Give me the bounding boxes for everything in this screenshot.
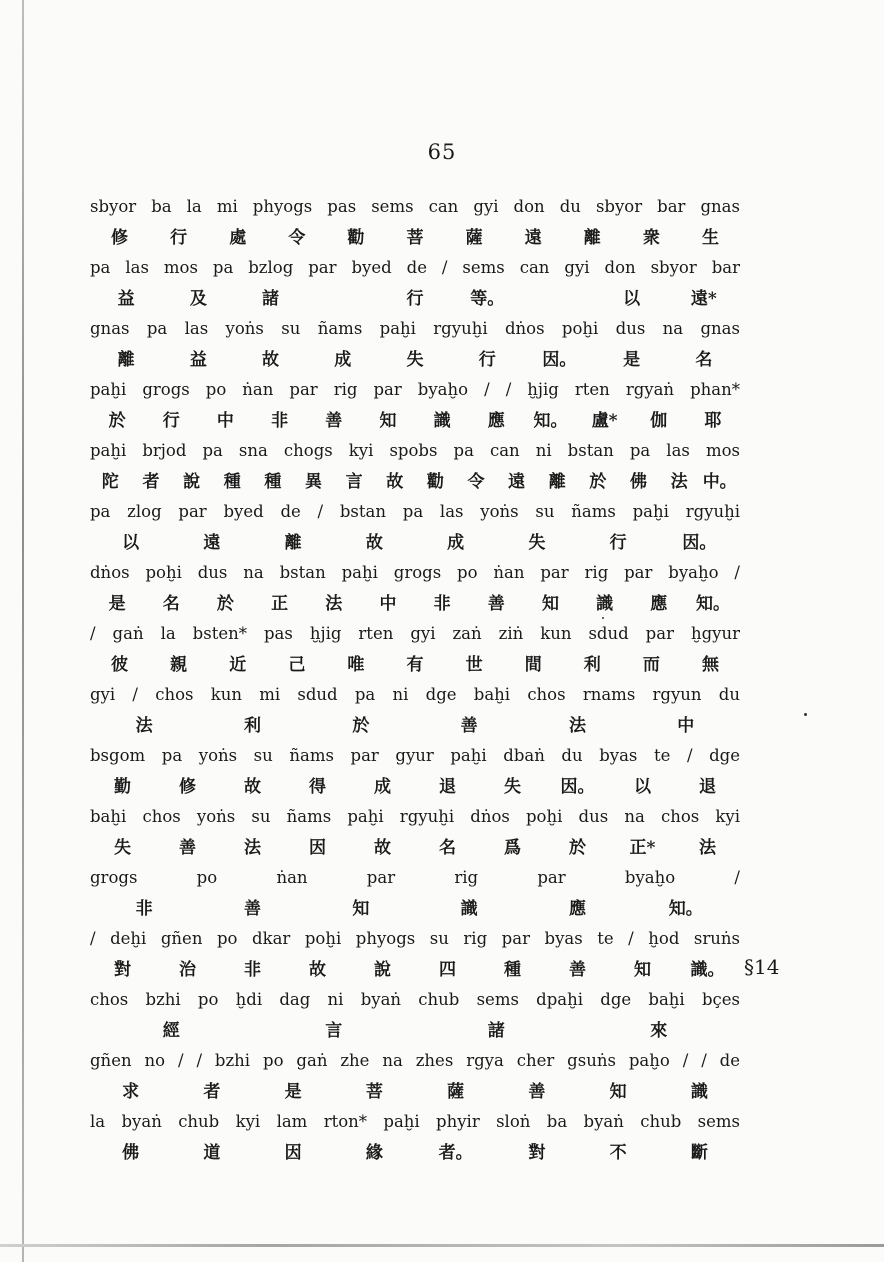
chinese-char: 以 bbox=[623, 288, 641, 309]
page-number: 65 bbox=[427, 140, 457, 164]
chinese-char: 近 bbox=[229, 654, 247, 675]
chinese-line bbox=[90, 711, 740, 742]
chinese-char: 伽 bbox=[650, 410, 668, 431]
chinese-char: 非 bbox=[135, 898, 153, 919]
chinese-char: 法 bbox=[135, 715, 153, 736]
chinese-char: 法 bbox=[568, 715, 586, 736]
chinese-char: 道 bbox=[203, 1142, 221, 1163]
chinese-char: 法 bbox=[325, 593, 343, 614]
chinese-char: 說 bbox=[374, 959, 391, 980]
tibetan-line: dṅos poḫi dus na bstan paḫi grogs po ṅan par rig par byaḫo / bbox=[90, 563, 740, 582]
chinese-char: 於 bbox=[352, 715, 370, 736]
chinese-char: 及 bbox=[189, 288, 207, 309]
chinese-char: 有 bbox=[406, 654, 424, 675]
tibetan-line: paḫi brjod pa sna chogs kyi spobs pa can ni bstan pa las mos bbox=[90, 441, 740, 460]
chinese-char: 應 bbox=[487, 410, 505, 431]
chinese-char: 種 bbox=[504, 959, 521, 980]
chinese-line bbox=[90, 223, 740, 254]
chinese-char: 修 bbox=[111, 227, 129, 248]
chinese-char: 間 bbox=[524, 654, 542, 675]
tibetan-line: la byaṅ chub kyi lam rton* paḫi phyir sloṅ ba byaṅ chub sems bbox=[90, 1112, 740, 1131]
chinese-char: 以 bbox=[634, 776, 651, 797]
chinese-char: 因。 bbox=[682, 532, 717, 553]
tibetan-line: / deḫi gñen po dkar poḫi phyogs su rig par byas te / ḫod sruṅs bbox=[90, 929, 740, 948]
chinese-char: 佛 bbox=[122, 1142, 140, 1163]
tibetan-line: / gaṅ la bsten* pas ḫjig rten gyi zaṅ ziṅ kun sdud par ḫgyur bbox=[90, 624, 740, 643]
chinese-char: 因 bbox=[284, 1142, 302, 1163]
chinese-char: 等。 bbox=[470, 288, 505, 309]
chinese-char: 遠 bbox=[508, 471, 526, 492]
chinese-char: 菩 bbox=[365, 1081, 383, 1102]
tibetan-line: pa las mos pa bzlog par byed de / sems can gyi don sbyor bar bbox=[90, 258, 740, 277]
chinese-char: 善 bbox=[243, 898, 261, 919]
chinese-char: 言 bbox=[325, 1020, 343, 1041]
chinese-char: 諸 bbox=[262, 288, 280, 309]
chinese-char: 者 bbox=[142, 471, 160, 492]
chinese-char: 菩 bbox=[406, 227, 424, 248]
chinese-char: 己 bbox=[288, 654, 306, 675]
chinese-char: 遠 bbox=[203, 532, 221, 553]
chinese-char: 對 bbox=[528, 1142, 546, 1163]
chinese-line bbox=[90, 1016, 740, 1047]
chinese-char: 非 bbox=[244, 959, 261, 980]
chinese-char: 世 bbox=[465, 654, 483, 675]
chinese-char: 勤 bbox=[114, 776, 131, 797]
scan-bottom-edge bbox=[0, 1244, 884, 1247]
chinese-char: 故 bbox=[365, 532, 383, 553]
chinese-char: 退 bbox=[439, 776, 456, 797]
chinese-char: 識 bbox=[690, 1081, 708, 1102]
chinese-char: 於 bbox=[569, 837, 586, 858]
chinese-char: 離 bbox=[284, 532, 302, 553]
ink-speck bbox=[804, 713, 807, 716]
binding-edge bbox=[22, 0, 24, 1262]
chinese-line bbox=[90, 528, 740, 559]
chinese-char: 失 bbox=[528, 532, 546, 553]
chinese-char: 名 bbox=[695, 349, 713, 370]
chinese-char: 善 bbox=[569, 959, 586, 980]
chinese-char: 識 bbox=[433, 410, 451, 431]
tibetan-line: gñen no / / bzhi po gaṅ zhe na zhes rgya cher gsuṅs paḫo / / de bbox=[90, 1051, 740, 1070]
chinese-char: 來 bbox=[650, 1020, 668, 1041]
chinese-char: 法 bbox=[699, 837, 716, 858]
chinese-char: 中 bbox=[216, 410, 234, 431]
chinese-char: 處 bbox=[229, 227, 247, 248]
chinese-char: 親 bbox=[170, 654, 188, 675]
chinese-line bbox=[90, 345, 740, 376]
tibetan-line: chos bzhi po ḫdi dag ni byaṅ chub sems dpaḫi dge baḫi bçes bbox=[90, 990, 740, 1009]
chinese-char: 故 bbox=[386, 471, 404, 492]
chinese-char: 得 bbox=[309, 776, 326, 797]
chinese-char: 盧* bbox=[591, 410, 618, 431]
chinese-char: 退 bbox=[699, 776, 716, 797]
chinese-char: 者。 bbox=[438, 1142, 473, 1163]
chinese-char: 知 bbox=[609, 1081, 627, 1102]
tibetan-line: sbyor ba la mi phyogs pas sems can gyi don du sbyor bar gnas bbox=[90, 197, 740, 216]
chinese-char: 失 bbox=[406, 349, 424, 370]
chinese-char: 而 bbox=[642, 654, 660, 675]
chinese-char: 種 bbox=[264, 471, 282, 492]
chinese-char: 治 bbox=[179, 959, 196, 980]
chinese-char: 者 bbox=[203, 1081, 221, 1102]
chinese-char: 行 bbox=[609, 532, 627, 553]
chinese-line bbox=[90, 1077, 740, 1108]
chinese-char: 名 bbox=[162, 593, 180, 614]
chinese-char: 失 bbox=[504, 776, 521, 797]
chinese-char: 成 bbox=[374, 776, 391, 797]
chinese-line bbox=[90, 467, 740, 498]
chinese-char: 利 bbox=[583, 654, 601, 675]
chinese-char: 令 bbox=[288, 227, 306, 248]
chinese-char: 行 bbox=[170, 227, 188, 248]
chinese-char: 名 bbox=[439, 837, 456, 858]
chinese-char: 生 bbox=[701, 227, 719, 248]
tibetan-line: gnas pa las yoṅs su ñams paḫi rgyuḫi dṅos poḫi dus na gnas bbox=[90, 319, 740, 338]
chinese-char: 佛 bbox=[629, 471, 647, 492]
chinese-char: 失 bbox=[114, 837, 131, 858]
chinese-char: 利 bbox=[243, 715, 261, 736]
chinese-char: 知。 bbox=[533, 410, 568, 431]
chinese-char: 彼 bbox=[111, 654, 129, 675]
chinese-char: 斷 bbox=[690, 1142, 708, 1163]
chinese-char bbox=[307, 284, 379, 315]
chinese-line bbox=[90, 284, 740, 315]
chinese-char: 知 bbox=[379, 410, 397, 431]
chinese-char: 知 bbox=[541, 593, 559, 614]
chinese-char: 法 bbox=[670, 471, 688, 492]
chinese-char: 行 bbox=[478, 349, 496, 370]
chinese-char: 因。 bbox=[560, 776, 595, 797]
chinese-char: 法 bbox=[244, 837, 261, 858]
chinese-char: 正 bbox=[271, 593, 289, 614]
chinese-char: 遠* bbox=[690, 288, 717, 309]
chinese-char: 善 bbox=[179, 837, 196, 858]
chinese-char: 陀 bbox=[101, 471, 119, 492]
chinese-char: 應 bbox=[568, 898, 586, 919]
chinese-char: 遠 bbox=[524, 227, 542, 248]
chinese-char: 對 bbox=[114, 959, 131, 980]
tibetan-line: paḫi grogs po ṅan par rig par byaḫo / / ḫjig rten rgyaṅ phan* bbox=[90, 380, 740, 399]
chinese-char: 異 bbox=[304, 471, 322, 492]
chinese-char: 於 bbox=[108, 410, 126, 431]
chinese-char: 知。 bbox=[668, 898, 703, 919]
chinese-char: 衆 bbox=[642, 227, 660, 248]
chinese-char: 非 bbox=[433, 593, 451, 614]
chinese-line bbox=[90, 955, 740, 986]
chinese-char: 種 bbox=[223, 471, 241, 492]
chinese-char: 於 bbox=[589, 471, 607, 492]
chinese-char: 成 bbox=[334, 349, 352, 370]
chinese-char: 知。 bbox=[695, 593, 730, 614]
chinese-char: 應 bbox=[650, 593, 668, 614]
chinese-char: 因 bbox=[309, 837, 326, 858]
chinese-line bbox=[90, 1138, 740, 1169]
chinese-char: 經 bbox=[162, 1020, 180, 1041]
chinese-char: 是 bbox=[108, 593, 126, 614]
chinese-char: 成 bbox=[447, 532, 465, 553]
chinese-char: 離 bbox=[583, 227, 601, 248]
chinese-char: 善 bbox=[325, 410, 343, 431]
chinese-char: 求 bbox=[122, 1081, 140, 1102]
chinese-char: 勸 bbox=[347, 227, 365, 248]
chinese-char: 知 bbox=[352, 898, 370, 919]
chinese-char: 行 bbox=[162, 410, 180, 431]
chinese-char: 善 bbox=[460, 715, 478, 736]
tibetan-line: pa zlog par byed de / bstan pa las yoṅs su ñams paḫi rgyuḫi bbox=[90, 502, 740, 521]
chinese-char: 非 bbox=[271, 410, 289, 431]
chinese-char: 耶 bbox=[704, 410, 722, 431]
chinese-char: 說 bbox=[183, 471, 201, 492]
chinese-char: 故 bbox=[374, 837, 391, 858]
tibetan-line: grogs po ṅan par rig par byaḫo / bbox=[90, 868, 740, 887]
text-block bbox=[90, 192, 740, 1168]
chinese-char: 離 bbox=[117, 349, 135, 370]
section-mark: §14 bbox=[744, 955, 780, 979]
chinese-char: 言 bbox=[345, 471, 363, 492]
chinese-char: 識 bbox=[596, 593, 614, 614]
chinese-char: 以 bbox=[122, 532, 140, 553]
chinese-char: 爲 bbox=[504, 837, 521, 858]
chinese-char: 故 bbox=[309, 959, 326, 980]
chinese-char: 於 bbox=[216, 593, 234, 614]
chinese-char: 令 bbox=[467, 471, 485, 492]
chinese-line bbox=[90, 589, 740, 620]
chinese-char: 四 bbox=[439, 959, 456, 980]
chinese-char: 故 bbox=[244, 776, 261, 797]
chinese-char: 中 bbox=[677, 715, 695, 736]
chinese-char: 益 bbox=[189, 349, 207, 370]
chinese-line bbox=[90, 772, 740, 803]
chinese-char: 不 bbox=[609, 1142, 627, 1163]
chinese-char: 修 bbox=[179, 776, 196, 797]
chinese-char: 薩 bbox=[465, 227, 483, 248]
chinese-char: 是 bbox=[284, 1081, 302, 1102]
chinese-char: 中。 bbox=[702, 471, 737, 492]
chinese-char: 勸 bbox=[426, 471, 444, 492]
chinese-char: 因。 bbox=[542, 349, 577, 370]
chinese-char: 識 bbox=[460, 898, 478, 919]
tibetan-line: gyi / chos kun mi sdud pa ni dge baḫi chos rnams rgyun du bbox=[90, 685, 740, 704]
chinese-char: 離 bbox=[548, 471, 566, 492]
chinese-char bbox=[523, 284, 595, 315]
chinese-char: 善 bbox=[528, 1081, 546, 1102]
chinese-char: 故 bbox=[262, 349, 280, 370]
chinese-char: 緣 bbox=[365, 1142, 383, 1163]
chinese-line bbox=[90, 833, 740, 864]
tibetan-line: baḫi chos yoṅs su ñams paḫi rgyuḫi dṅos poḫi dus na chos kyi bbox=[90, 807, 740, 826]
chinese-char: 益 bbox=[117, 288, 135, 309]
chinese-char: 是 bbox=[623, 349, 641, 370]
chinese-char: 中 bbox=[379, 593, 397, 614]
chinese-line bbox=[90, 650, 740, 681]
chinese-char: 善 bbox=[487, 593, 505, 614]
chinese-char: 無 bbox=[701, 654, 719, 675]
chinese-line bbox=[90, 406, 740, 437]
chinese-char: 行 bbox=[406, 288, 424, 309]
chinese-line bbox=[90, 894, 740, 925]
chinese-char: 識。 bbox=[690, 959, 725, 980]
chinese-char: 諸 bbox=[487, 1020, 505, 1041]
chinese-char: 唯 bbox=[347, 654, 365, 675]
chinese-char: 知 bbox=[634, 959, 651, 980]
chinese-char: 正* bbox=[629, 837, 656, 858]
tibetan-line: bsgom pa yoṅs su ñams par gyur paḫi dbaṅ du byas te / dge bbox=[90, 746, 740, 765]
chinese-char: 薩 bbox=[447, 1081, 465, 1102]
